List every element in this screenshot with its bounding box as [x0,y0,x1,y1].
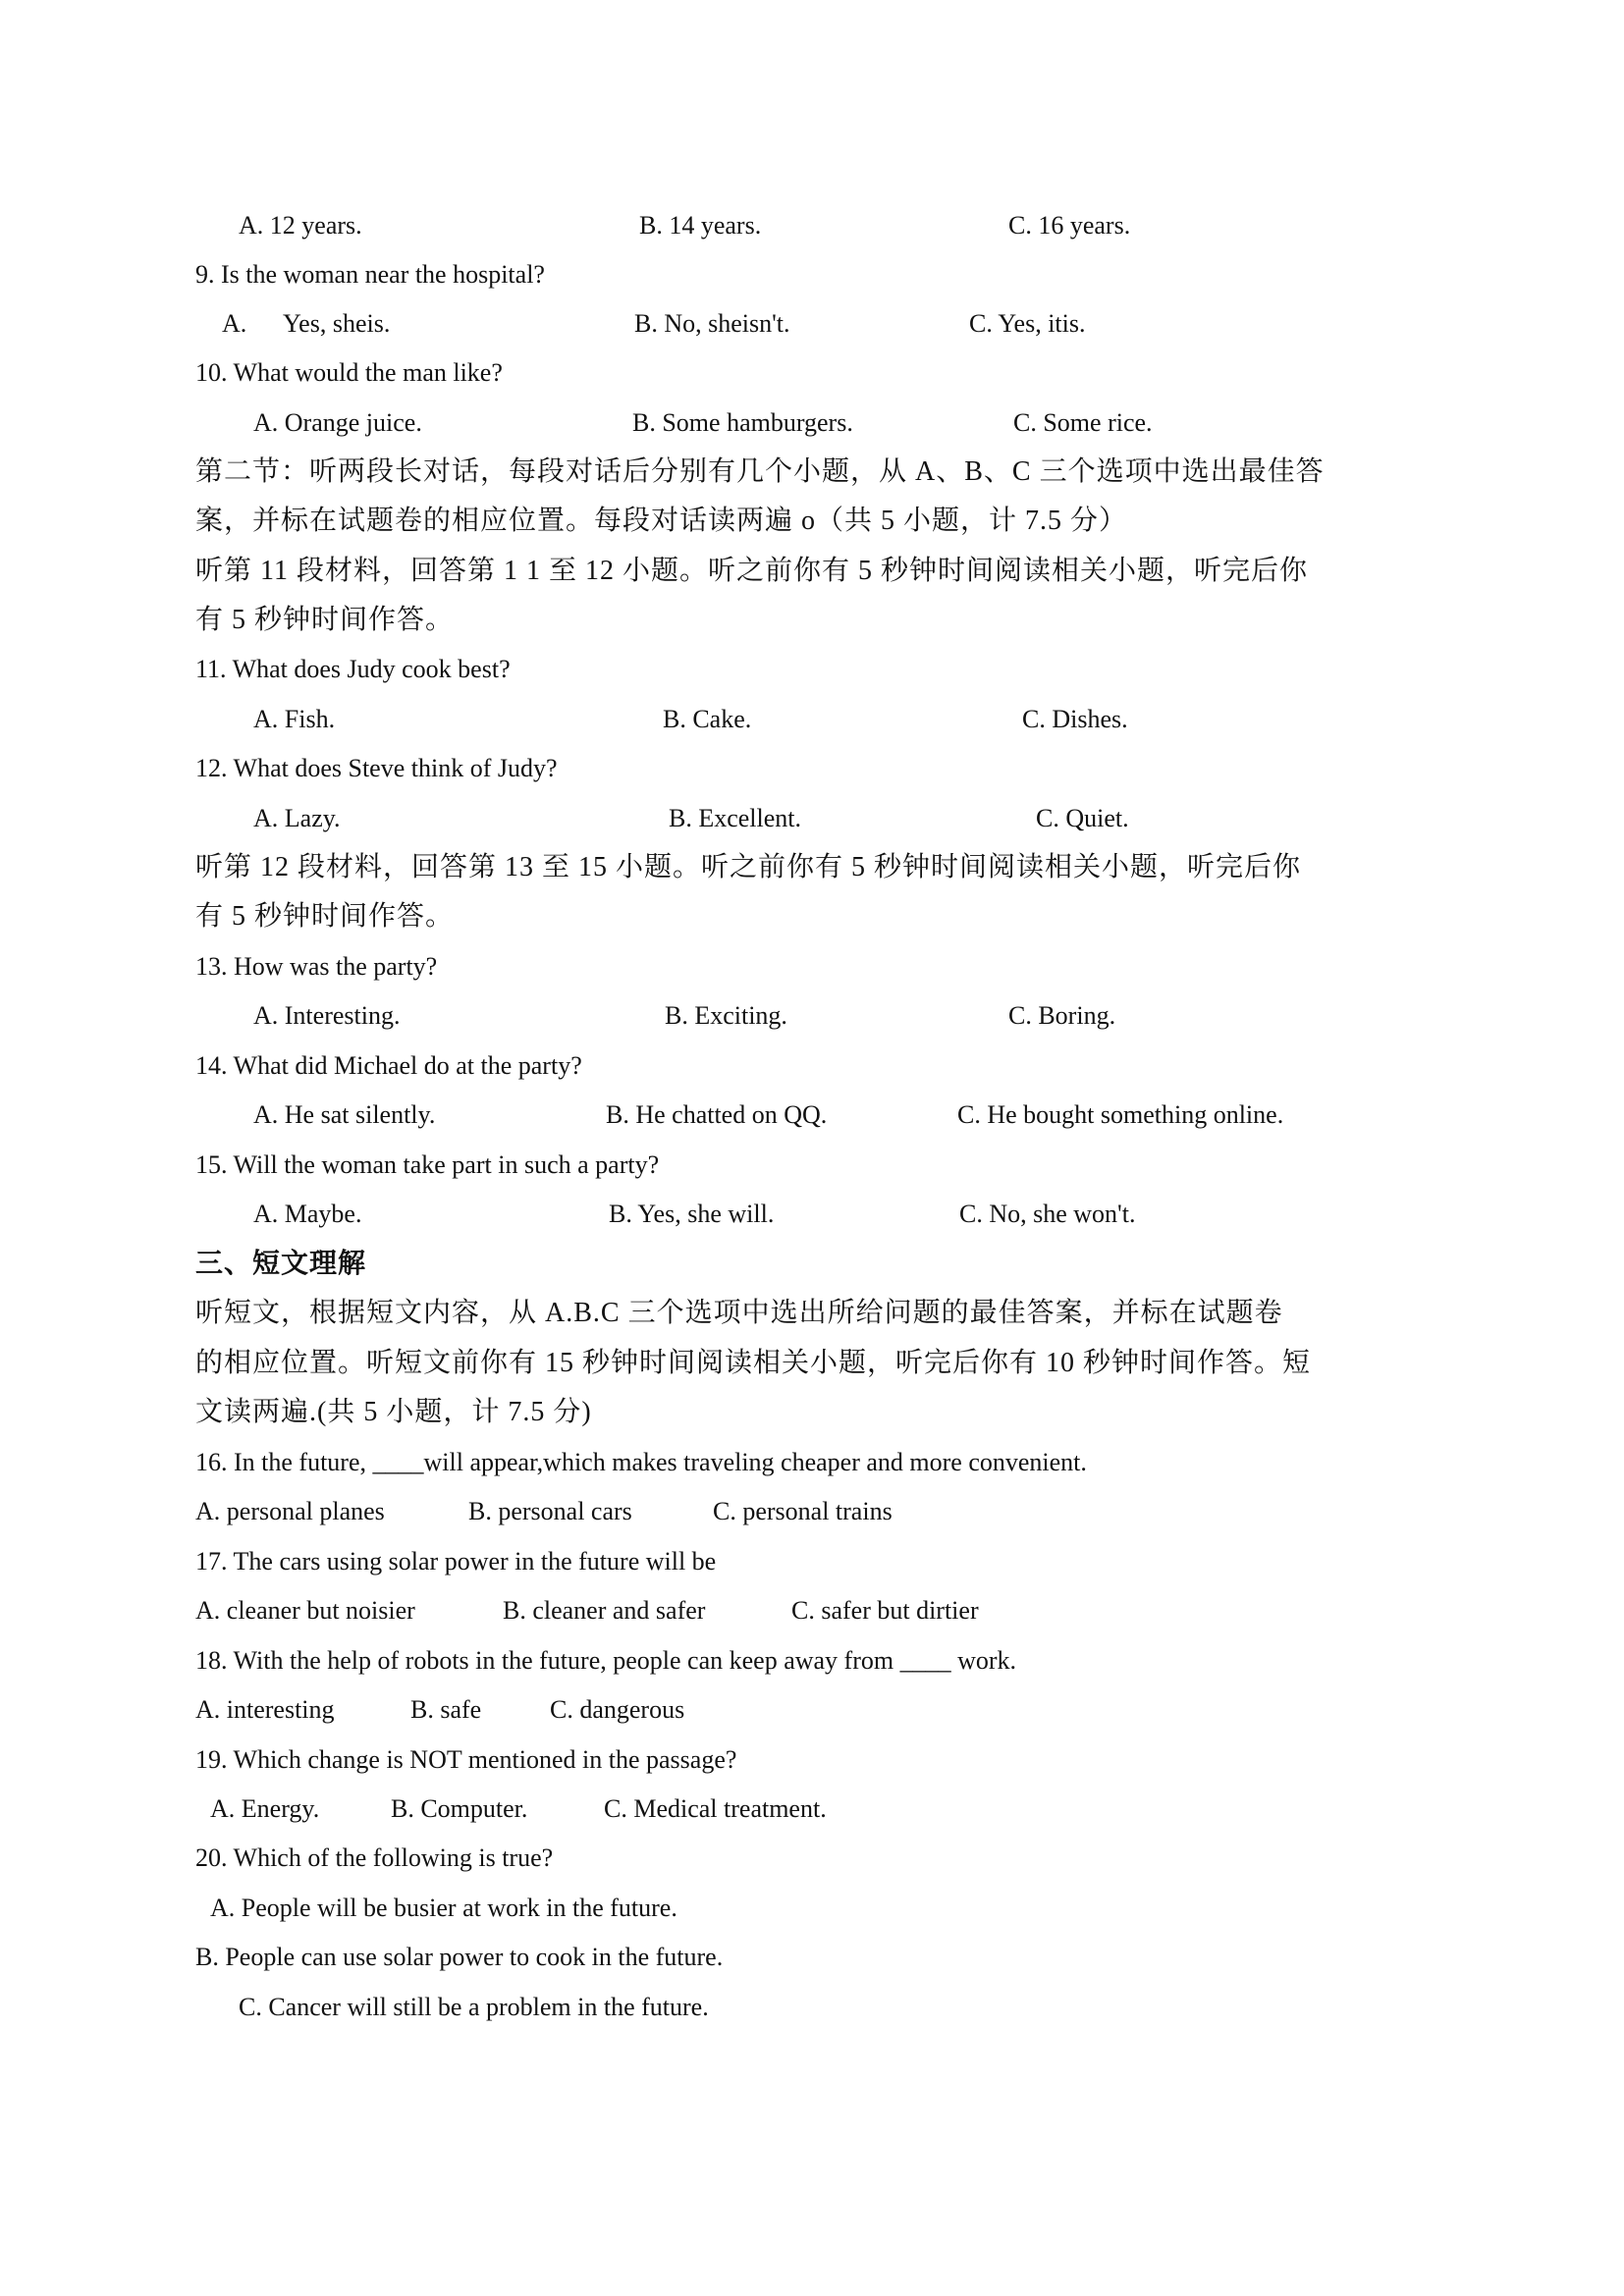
q16-option-b: B. personal cars [468,1497,632,1525]
q12-question: 12. What does Steve think of Judy? [195,754,558,782]
q14-option-c: C. He bought something online. [957,1100,1284,1129]
q9-option-b: B. No, sheisn't. [634,309,790,338]
q10-option-a: A. Orange juice. [253,408,422,437]
q20-option-c: C. Cancer will still be a problem in the future. [239,1993,709,2021]
section2-instructions-line1: 第二节：听两段长对话，每段对话后分别有几个小题，从 A、B、C 三个选项中选出最佳答 [195,456,1325,487]
q20-option-b: B. People can use solar power to cook in the future. [195,1943,724,1971]
q8-option-b: B. 14 years. [639,211,762,240]
q12-option-b: B. Excellent. [669,804,802,832]
q8-option-a: A. 12 years. [239,211,362,240]
q9-option-c: C. Yes, itis. [969,309,1086,338]
q11-option-c: C. Dishes. [1022,705,1128,733]
q19-option-b: B. Computer. [391,1794,528,1823]
section2-instructions-line2: 案，并标在试题卷的相应位置。每段对话读两遍 o（共 5 小题，计 7.5 分） [195,506,1128,536]
q18-option-c: C. dangerous [550,1695,685,1724]
q11-option-a: A. Fish. [253,705,336,733]
q13-option-b: B. Exciting. [665,1001,787,1030]
material11-instructions-line2: 有 5 秒钟时间作答。 [195,605,455,635]
q9-option-a-letter: A. [222,309,247,338]
q20-option-a: A. People will be busier at work in the future. [210,1894,677,1922]
q14-option-a: A. He sat silently. [253,1100,436,1129]
q17-option-b: B. cleaner and safer [503,1596,706,1625]
q18-option-a: A. interesting [195,1695,335,1724]
section3-instructions-line3: 文读两遍.(共 5 小题，计 7.5 分) [195,1397,592,1427]
section3-instructions-line2: 的相应位置。听短文前你有 15 秒钟时间阅读相关小题，听完后你有 10 秒钟时间作答。短 [195,1348,1312,1378]
q9-option-a-text: Yes, sheis. [283,309,391,338]
q10-question: 10. What would the man like? [195,358,503,387]
q11-question: 11. What does Judy cook best? [195,655,511,683]
q16-option-a: A. personal planes [195,1497,385,1525]
q15-option-a: A. Maybe. [253,1200,362,1228]
q15-question: 15. Will the woman take part in such a party? [195,1150,660,1179]
q10-option-c: C. Some rice. [1013,408,1153,437]
q17-question: 17. The cars using solar power in the future will be [195,1547,717,1575]
q16-option-c: C. personal trains [713,1497,893,1525]
q19-question: 19. Which change is NOT mentioned in the passage? [195,1745,737,1774]
q16-question: 16. In the future, ____will appear,which makes traveling cheaper and more convenient. [195,1448,1087,1476]
q17-option-a: A. cleaner but noisier [195,1596,415,1625]
q17-option-c: C. safer but dirtier [791,1596,979,1625]
q10-option-b: B. Some hamburgers. [632,408,853,437]
q13-option-c: C. Boring. [1008,1001,1116,1030]
section3-heading: 三、短文理解 [195,1249,367,1279]
q13-question: 13. How was the party? [195,952,438,981]
material11-instructions-line1: 听第 11 段材料，回答第 1 1 至 12 小题。听之前你有 5 秒钟时间阅读相关小题，听完后你 [195,556,1308,586]
q18-question: 18. With the help of robots in the future, people can keep away from ____ work. [195,1646,1017,1675]
material12-instructions-line1: 听第 12 段材料，回答第 13 至 15 小题。听之前你有 5 秒钟时间阅读相关小题，听完后你 [195,852,1302,882]
q14-question: 14. What did Michael do at the party? [195,1051,582,1080]
q15-option-c: C. No, she won't. [959,1200,1136,1228]
q20-question: 20. Which of the following is true? [195,1843,554,1872]
q11-option-b: B. Cake. [663,705,752,733]
material12-instructions-line2: 有 5 秒钟时间作答。 [195,901,455,932]
q15-option-b: B. Yes, she will. [609,1200,775,1228]
q8-option-c: C. 16 years. [1008,211,1131,240]
q14-option-b: B. He chatted on QQ. [606,1100,828,1129]
q9-question: 9. Is the woman near the hospital? [195,260,545,289]
q19-option-c: C. Medical treatment. [604,1794,827,1823]
q18-option-b: B. safe [410,1695,482,1724]
q12-option-c: C. Quiet. [1036,804,1129,832]
q13-option-a: A. Interesting. [253,1001,401,1030]
section3-instructions-line1: 听短文，根据短文内容，从 A.B.C 三个选项中选出所给问题的最佳答案，并标在试题卷 [195,1298,1283,1328]
q12-option-a: A. Lazy. [253,804,341,832]
q19-option-a: A. Energy. [210,1794,320,1823]
